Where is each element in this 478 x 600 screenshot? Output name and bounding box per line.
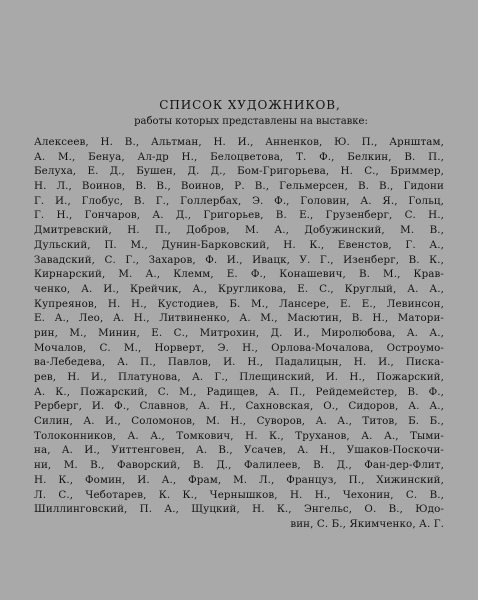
artist-list-line: рин, М., Минин, Е. С., Митрохин, Д. И., Миролюбова, А. А., bbox=[34, 326, 444, 339]
artist-list-line: А. К., Пожарский, С. М., Радищев, А. П., Рейдемейстер, В. Ф., bbox=[34, 385, 444, 398]
artist-list-line: Рерберг, И. Ф., Славнов, А. Н., Сахновская, О., Сидоров, А. А., bbox=[34, 400, 444, 413]
artist-list-line: Е. А., Лео, А. Н., Литвиненко, А. М., Масютин, В. Н., Матори- bbox=[34, 312, 444, 325]
artist-list-line: Силин, А. И., Соломонов, М. Н., Суворов, А. А., Титов, Б. Б., bbox=[34, 415, 444, 428]
artist-list-line: Мочалов, С. М., Норверт, Э. Н., Орлова-Мочалова, Остроумо- bbox=[34, 341, 444, 354]
artist-list-line: ни, М. В., Фаворский, В. Д., Фалилеев, В. Д., Фан-дер-Флит, bbox=[34, 459, 444, 472]
artist-list bbox=[34, 135, 444, 532]
artist-list-line: Г. И., Глобус, В. Г., Голлербах, Э. Ф., Головин, А. Я., Гольц, bbox=[34, 194, 444, 207]
artist-list-line: на, А. И., Уиттенговен, А. В., Усачев, А. Н., Ушаков-Поскочи- bbox=[34, 444, 444, 457]
artist-list-line: Кирнарский, М. А., Клемм, Е. Ф., Конашевич, В. М., Крав- bbox=[34, 268, 444, 281]
artist-list-line: Купреянов, Н. Н., Кустодиев, Б. М., Лансере, Е. Е., Левинсон, bbox=[34, 297, 444, 310]
artist-list-line: Шиллинговский, П. А., Щуцкий, Н. К., Энгельс, О. В., Юдо- bbox=[34, 503, 444, 516]
artist-list-line: Г. Н., Гончаров, А. Д., Григорьев, В. Е., Грузенберг, С. Н., bbox=[34, 209, 444, 222]
artist-list-block bbox=[34, 96, 444, 532]
artist-list-line: рев, Н. И., Платунова, А. Г., Плещинский, И. Н., Пожарский, bbox=[34, 371, 444, 383]
artist-list-line: Алексеев, Н. В., Альтман, Н. И., Анненков, Ю. П., Арнштам, bbox=[34, 136, 444, 148]
artist-list-line: ченко, А. И., Крейчик, А., Кругликова, Е. С., Круглый, А. А., bbox=[34, 282, 444, 295]
artist-list-line: Дульский, П. М., Дунин-Барковский, Н. К., Евенстов, Г. А., bbox=[34, 238, 444, 251]
artist-list-line: Толоконников, А. А., Томкович, Н. К., Труханов, А. А., Тыми- bbox=[34, 429, 444, 442]
page-subtitle: работы которых представлены на выставке: bbox=[134, 116, 368, 127]
artist-list-line: Н. Л., Воинов, В. В., Воинов, Р. В., Гельмерсен, В. В., Гидони bbox=[34, 180, 444, 193]
page-title: СПИСОК ХУДОЖНИКОВ, bbox=[159, 98, 341, 112]
artist-list-line: Белуха, Е. Д., Бушен, Д. Д., Бом-Григорьева, Н. С., Бриммер, bbox=[34, 165, 444, 178]
artist-list-line: вин, С. Б., Якимченко, А. Г. bbox=[290, 517, 444, 530]
artist-list-line: Л. С., Чеботарев, К. К., Чернышков, Н. Н., Чехонин, С. В., bbox=[34, 488, 444, 501]
artist-list-line: ва-Лебедева, А. П., Павлов, И. Н., Падалицын, Н. И., Писка- bbox=[34, 356, 444, 369]
artist-list-line: А. М., Бенуа, Ал-др Н., Белоцветова, Т. Ф., Белкин, В. П., bbox=[34, 150, 444, 163]
artist-list-line: Дмитревский, Н. П., Добров, М. А., Добужинский, М. В., bbox=[34, 224, 444, 237]
artist-list-line: Н. К., Фомин, И. А., Фрам, М. Л., Француз, П., Хижинский, bbox=[34, 473, 444, 486]
artist-list-line: Завадский, С. Г., Захаров, Ф. И., Ивацк, У. Г., Изенберг, В. К., bbox=[34, 253, 444, 266]
